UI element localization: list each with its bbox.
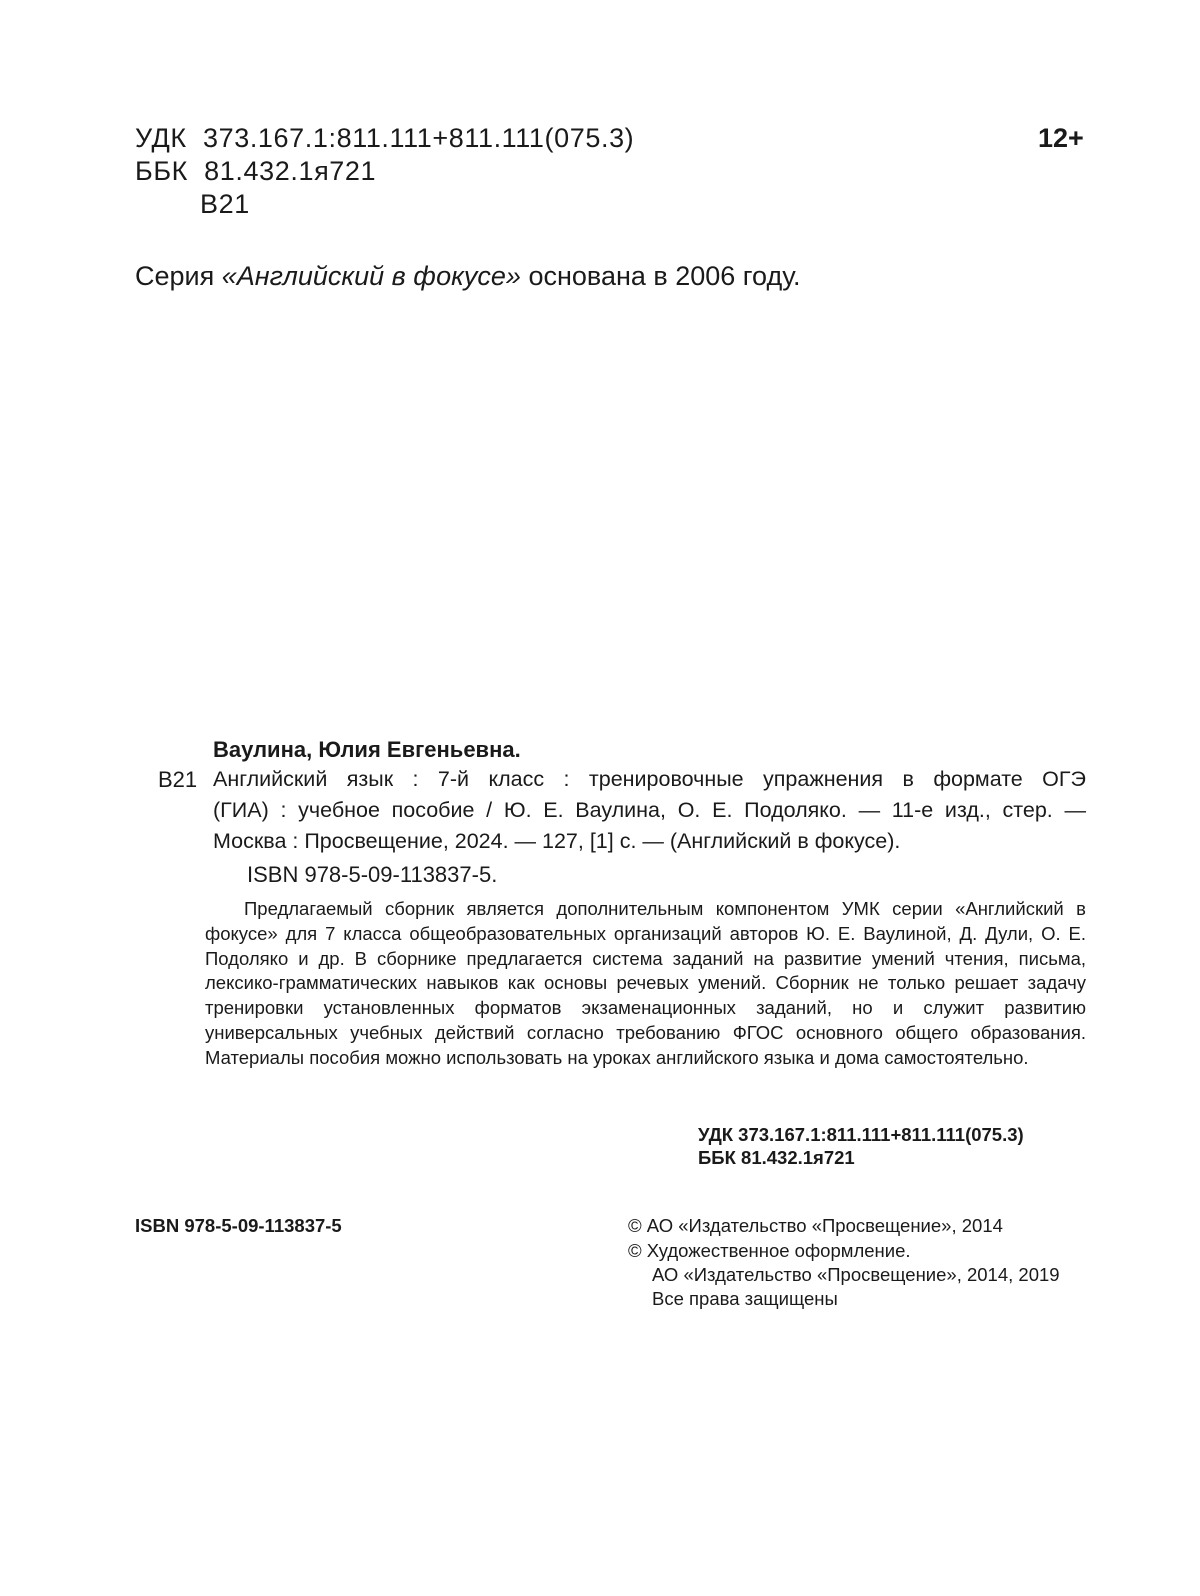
udk-line <box>135 122 634 154</box>
bbk-line <box>135 155 376 187</box>
card-code: В21 <box>158 767 198 792</box>
bbk-value: 81.432.1я721 <box>204 156 377 186</box>
series-line <box>135 260 801 292</box>
copyright-line: © Художественное оформление. <box>628 1240 911 1261</box>
card-isbn: ISBN 978-5-09-113837-5. <box>247 862 498 887</box>
footer-isbn: ISBN 978-5-09-113837-5 <box>135 1215 342 1236</box>
card-description-line: Английский язык : 7-й класс : тренировочные упражнения в формате ОГЭ <box>213 767 1086 791</box>
udk-value: 373.167.1:811.111+811.111(075.3) <box>202 123 635 153</box>
series-suffix: основана в 2006 году. <box>520 261 801 291</box>
udk-label: УДК <box>135 123 187 153</box>
card-description-line: Москва : Просвещение, 2024. — 127, [1] с. — (Английский в фокусе). <box>213 829 901 853</box>
bottom-udk: УДК 373.167.1:811.111+811.111(075.3) <box>698 1124 1024 1145</box>
card-description <box>213 764 1086 857</box>
bottom-bbk: ББК 81.432.1я721 <box>698 1147 855 1168</box>
card-author: Ваулина, Юлия Евгеньевна. <box>213 737 521 762</box>
age-rating: 12+ <box>1038 123 1084 153</box>
card-description-line: (ГИА) : учебное пособие / Ю. Е. Ваулина, О. Е. Подоляко. — 11-е изд., стер. — <box>213 798 1086 822</box>
card-abstract: Предлагаемый сборник является дополнительным компонентом УМК серии «Английский в фокусе» для 7 класса общеобразовательных организаций авторов Ю. Е. Ваулиной, Д. Дули, О. Е. Подоляко и др. В сборнике предлагается система заданий на развитие умений чтения, письма, лексико-грамматических навыков как основы речевых умений. Сборник не только решает задачу тренировки установленных форматов экзаменационных заданий, но и служит развитию универсальных учебных действий согласно требованию ФГОС основного общего образования. Материалы пособия можно использовать на уроках английского языка и дома самостоятельно. <box>205 898 1086 1068</box>
copyright-line: Все права защищены <box>652 1288 838 1309</box>
series-name: «Английский в фокусе» <box>221 261 521 291</box>
series-prefix: Серия <box>135 261 222 291</box>
author-mark: В21 <box>200 189 250 219</box>
copyright-line: АО «Издательство «Просвещение», 2014, 2019 <box>652 1264 1060 1285</box>
copyright-line: © АО «Издательство «Просвещение», 2014 <box>628 1215 1003 1236</box>
bbk-label: ББК <box>135 156 188 186</box>
